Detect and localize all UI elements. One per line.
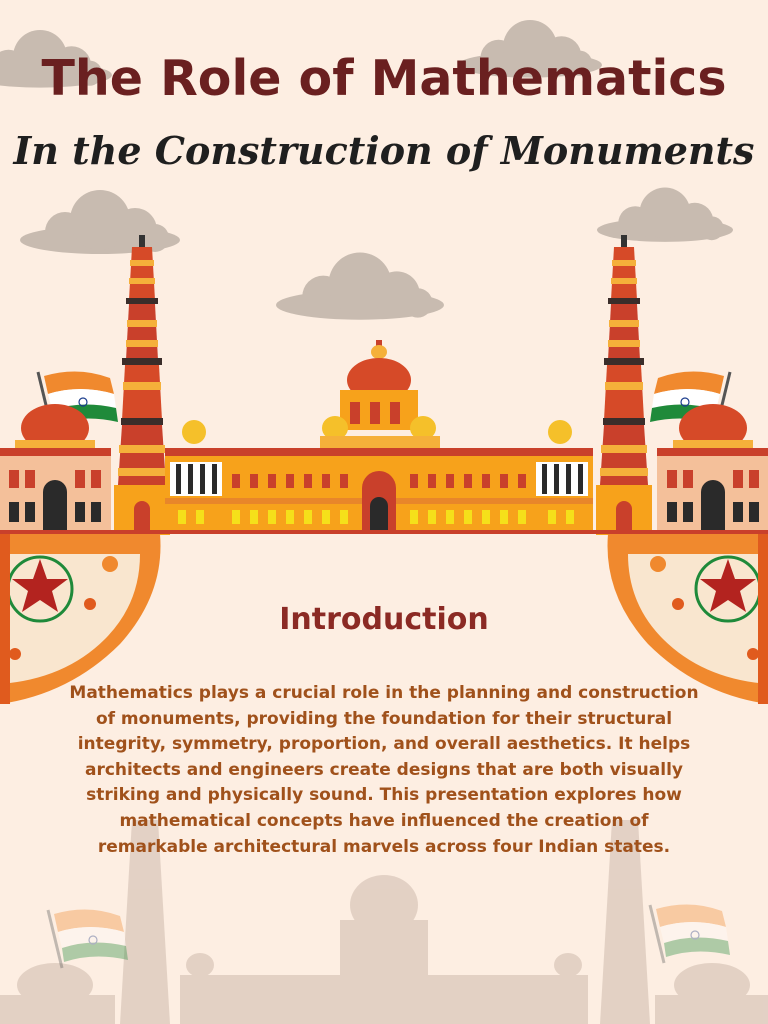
page-subtitle: In the Construction of Monuments: [13, 128, 755, 173]
section-heading: Introduction: [279, 602, 489, 637]
page-title: The Role of Mathematics: [41, 50, 727, 107]
intro-paragraph: Mathematics plays a crucial role in the planning and construction of monuments, providing the foundation for their structural integrity, symmetry, proportion, and overall aesthetics. It helps architects and engineers create designs that are both visually striking and physically sound. This presentation explores how mathematical concepts have influenced the creation of remarkable architectural marvels across four Indian states.: [69, 683, 699, 857]
